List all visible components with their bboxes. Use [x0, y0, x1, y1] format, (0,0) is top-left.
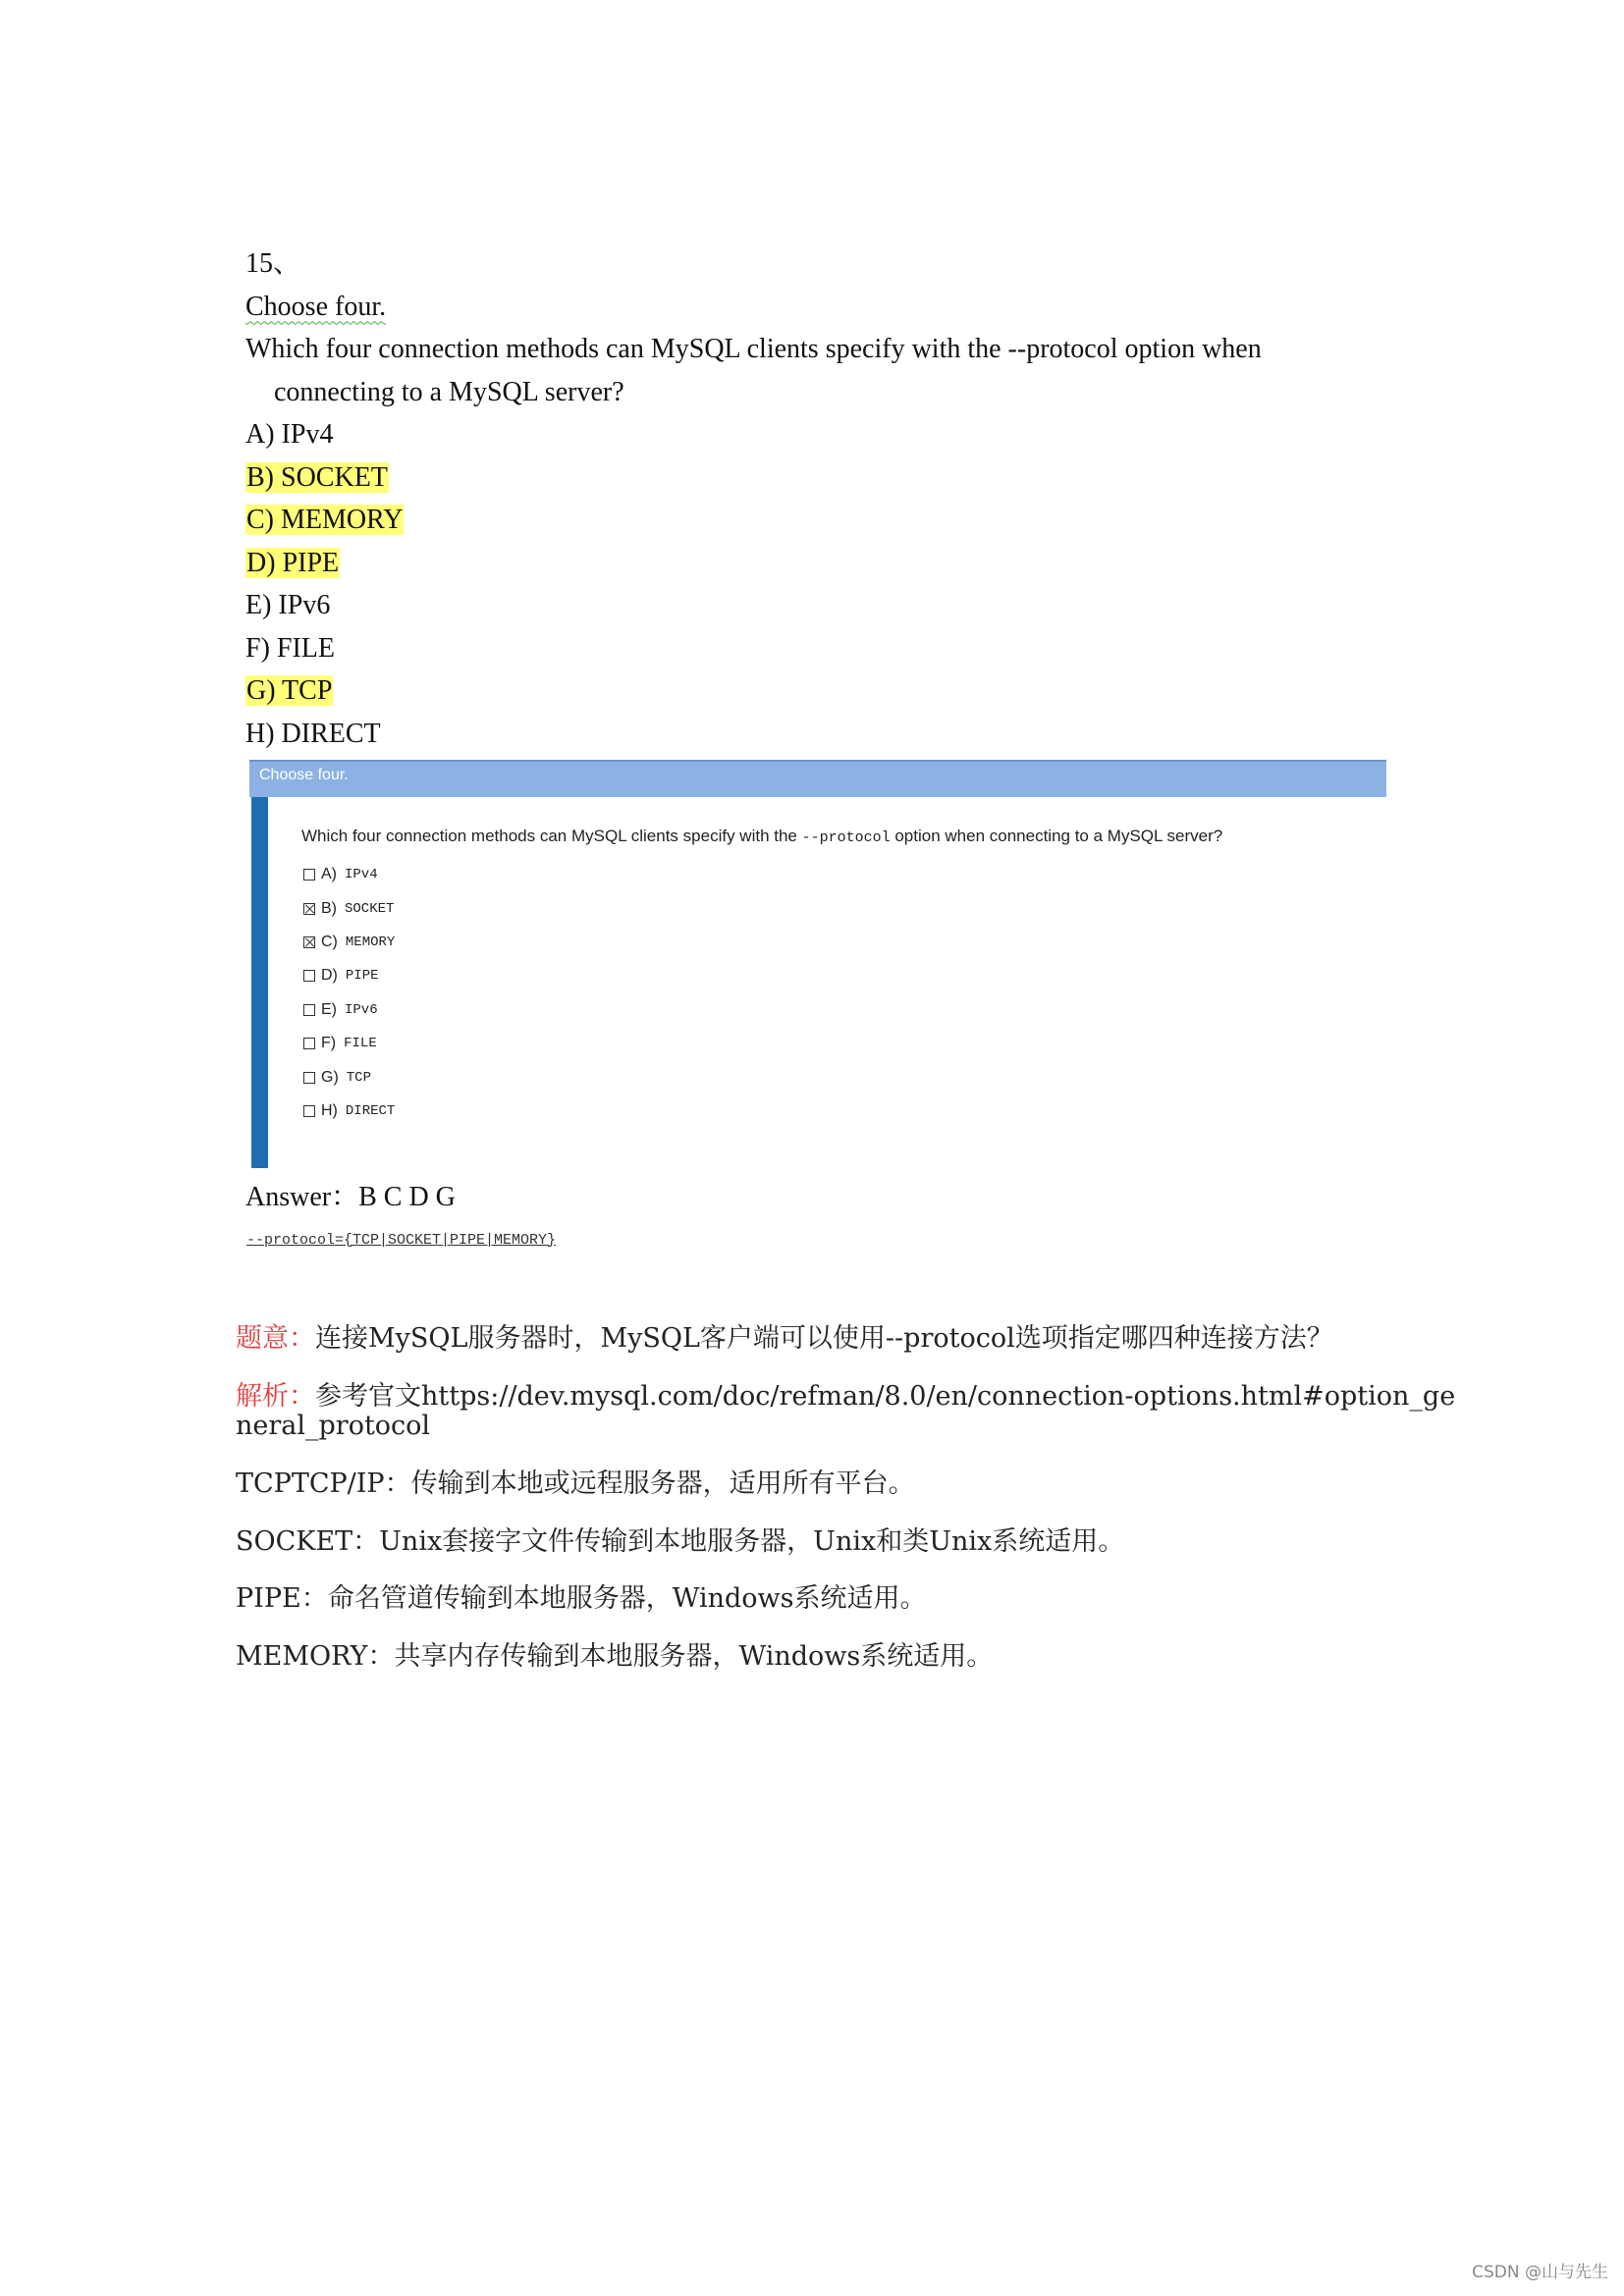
screenshot-option-h[interactable]: H) DIRECT: [303, 1095, 395, 1128]
answer-value: B C D G: [358, 1182, 456, 1212]
meaning-text: 连接MySQL服务器时，MySQL客户端可以使用--protocol选项指定哪四种连接方法？: [315, 1323, 1333, 1354]
explanation-line-pipe: PIPE：命名管道传输到本地服务器，Windows系统适用。: [236, 1583, 927, 1614]
explanation-line-memory: MEMORY：共享内存传输到本地服务器，Windows系统适用。: [236, 1641, 994, 1672]
screenshot-option-g[interactable]: G) TCP: [303, 1060, 395, 1094]
answer-line: [245, 1178, 456, 1217]
screenshot-option-a[interactable]: A) IPv4: [303, 858, 395, 891]
analysis-paragraph: [236, 1382, 1463, 1441]
checked-checkbox-icon[interactable]: [303, 903, 315, 915]
option-f: F) FILE: [245, 632, 335, 664]
screenshot-option-e[interactable]: E) IPv6: [303, 993, 395, 1027]
checkbox-icon[interactable]: [303, 1004, 315, 1016]
protocol-code: --protocol: [801, 829, 891, 846]
checkbox-icon[interactable]: [303, 1105, 315, 1117]
question-block: [245, 242, 1375, 755]
question-instruction: Choose four.: [245, 291, 387, 322]
explanation-line-tcp: TCPTCP/IP：传输到本地或远程服务器，适用所有平台。: [236, 1468, 915, 1499]
checkbox-icon[interactable]: [303, 1072, 315, 1084]
option-h: H) DIRECT: [245, 718, 381, 749]
option-b-highlighted: B) SOCKET: [246, 461, 388, 493]
option-g-highlighted: G) TCP: [246, 675, 333, 706]
checkbox-icon[interactable]: [303, 1038, 315, 1049]
screenshot-options: [303, 858, 395, 1128]
analysis-label: 解析：: [236, 1381, 315, 1412]
exam-screenshot: [249, 760, 1386, 1168]
screenshot-body: [268, 797, 1386, 1168]
checked-checkbox-icon[interactable]: [303, 936, 315, 948]
screenshot-question: Which four connection methods can MySQL clients specify with the --protocol option when connecting to a MySQL server?: [301, 827, 1223, 846]
screenshot-side-bar: [251, 797, 268, 1168]
watermark-footer: CSDN @山与先生: [1472, 2263, 1608, 2282]
question-number: 15、: [245, 248, 301, 279]
screenshot-header-text: Choose four.: [259, 767, 349, 783]
explanation-line-socket: SOCKET：Unix套接字文件传输到本地服务器，Unix和类Unix系统适用。: [236, 1526, 1125, 1557]
option-d-highlighted: D) PIPE: [246, 547, 340, 578]
meaning-paragraph: [236, 1324, 1463, 1354]
option-a: A) IPv4: [245, 419, 334, 450]
screenshot-header-bar: [249, 760, 1386, 797]
question-text-line2: connecting to a MySQL server?: [274, 376, 624, 407]
analysis-text: 参考官文https://dev.mysql.com/doc/refman/8.0/en/connection-options.html#option_general_protocol: [236, 1381, 1456, 1441]
screenshot-option-f[interactable]: F) FILE: [303, 1027, 395, 1060]
screenshot-option-c[interactable]: C) MEMORY: [303, 926, 395, 959]
screenshot-option-d[interactable]: D) PIPE: [303, 959, 395, 992]
protocol-syntax: --protocol={TCP|SOCKET|PIPE|MEMORY}: [246, 1232, 557, 1249]
option-c-highlighted: C) MEMORY: [246, 505, 404, 535]
screenshot-option-b[interactable]: B) SOCKET: [303, 891, 395, 925]
checkbox-icon[interactable]: [303, 869, 315, 881]
answer-label: Answer：: [245, 1182, 359, 1212]
option-e: E) IPv6: [245, 590, 331, 620]
checkbox-icon[interactable]: [303, 970, 315, 982]
meaning-label: 题意：: [236, 1323, 315, 1354]
question-text-line1: Which four connection methods can MySQL clients specify with the --protocol option when: [245, 334, 1262, 364]
